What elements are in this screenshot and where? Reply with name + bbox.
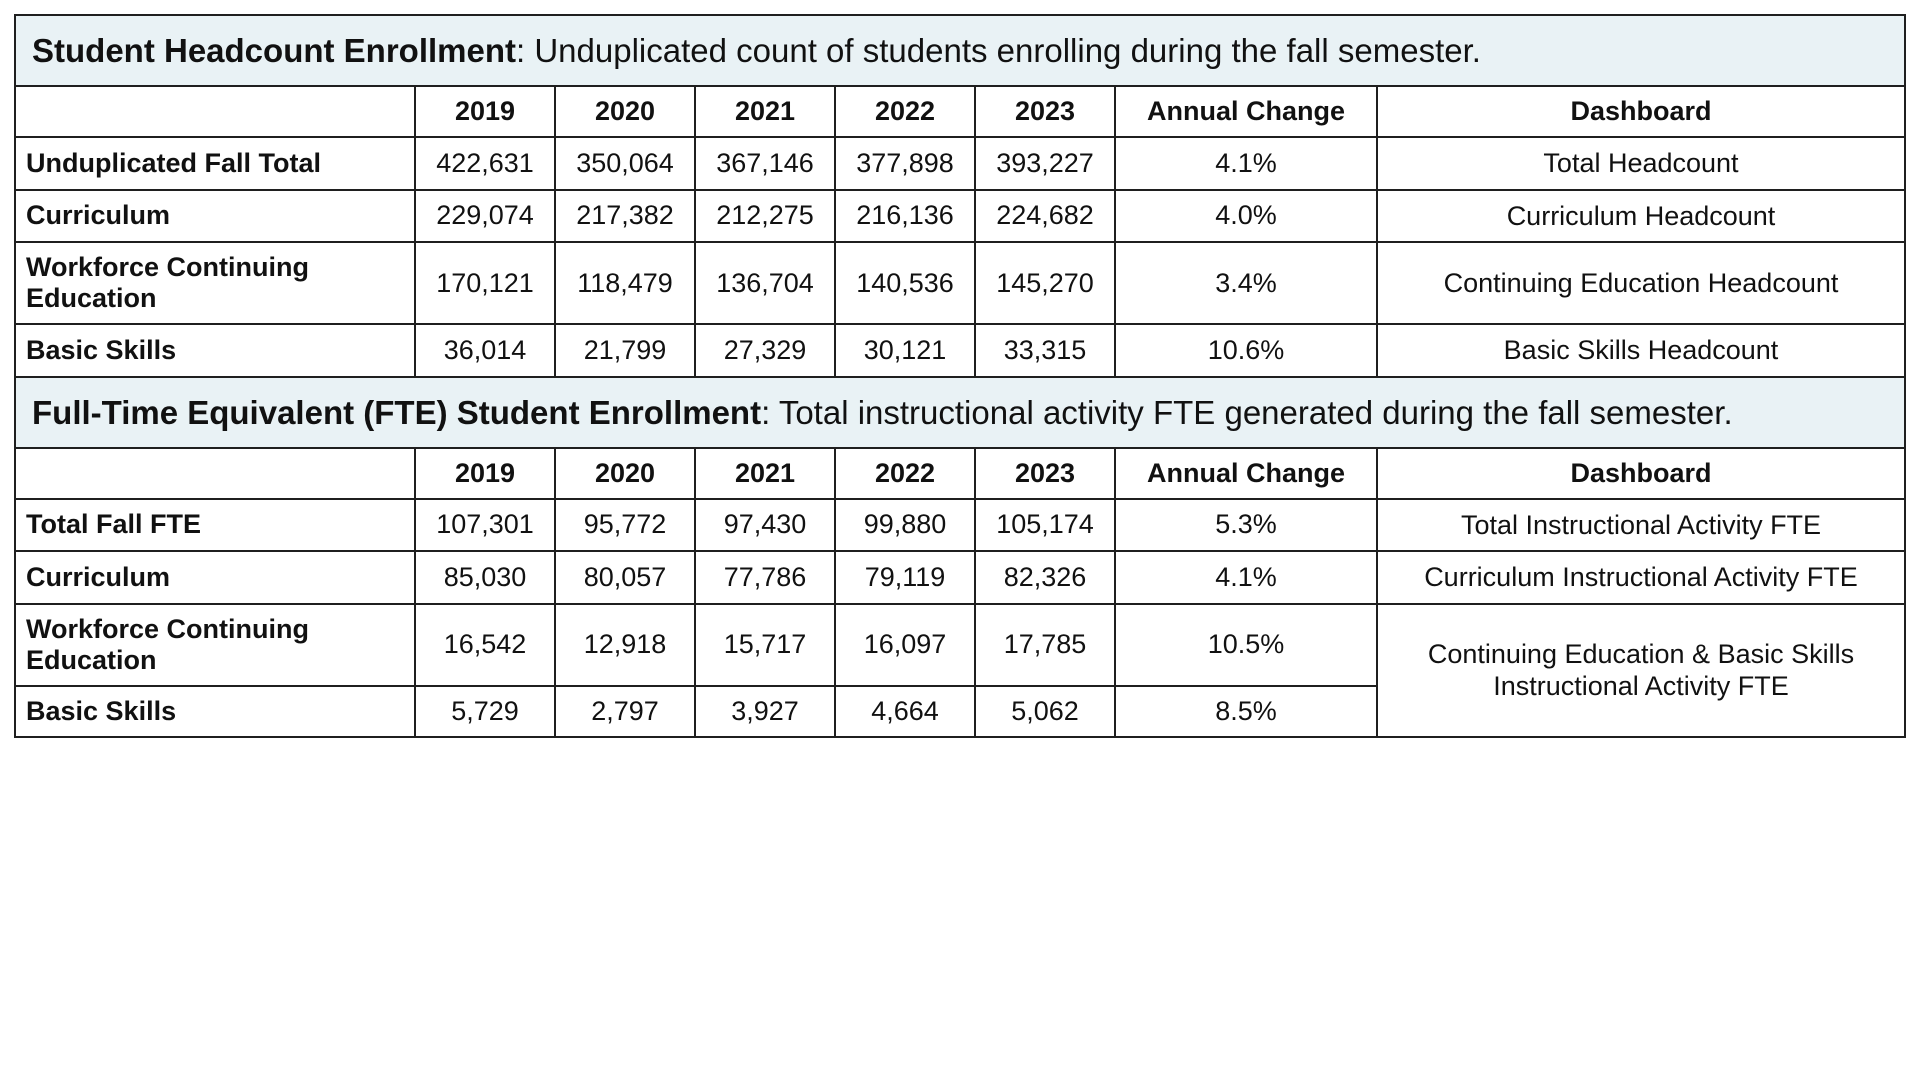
fte-table: [14, 376, 1906, 738]
value-cell: 367,146: [695, 137, 835, 189]
dashboard-header: Dashboard: [1377, 86, 1905, 137]
annual-change-cell: 4.0%: [1115, 190, 1377, 242]
dashboard-cell: Total Instructional Activity FTE: [1377, 499, 1905, 551]
section-title-description: : Unduplicated count of students enrolling during the fall semester.: [516, 32, 1481, 69]
dashboard-header: Dashboard: [1377, 448, 1905, 499]
value-cell: 105,174: [975, 499, 1115, 551]
value-cell: 21,799: [555, 324, 695, 376]
value-cell: 99,880: [835, 499, 975, 551]
year-header-2023: 2023: [975, 448, 1115, 499]
table-row: [15, 324, 1905, 376]
value-cell: 393,227: [975, 137, 1115, 189]
value-cell: 118,479: [555, 242, 695, 324]
table-row: [15, 551, 1905, 603]
value-cell: 377,898: [835, 137, 975, 189]
value-cell: 2,797: [555, 686, 695, 737]
value-cell: 5,729: [415, 686, 555, 737]
fte-section-title-row: [15, 377, 1905, 448]
annual-change-header: Annual Change: [1115, 86, 1377, 137]
dashboard-cell: Basic Skills Headcount: [1377, 324, 1905, 376]
section-title-description: : Total instructional activity FTE generated during the fall semester.: [761, 393, 1733, 431]
row-label: Curriculum: [15, 190, 415, 242]
annual-change-cell: 3.4%: [1115, 242, 1377, 324]
headcount-header-row: [15, 86, 1905, 137]
value-cell: 212,275: [695, 190, 835, 242]
table-row: [15, 604, 1905, 686]
annual-change-cell: 10.6%: [1115, 324, 1377, 376]
annual-change-cell: 4.1%: [1115, 551, 1377, 603]
value-cell: 3,927: [695, 686, 835, 737]
annual-change-cell: 10.5%: [1115, 604, 1377, 686]
value-cell: 82,326: [975, 551, 1115, 603]
row-label: Curriculum: [15, 551, 415, 603]
value-cell: 216,136: [835, 190, 975, 242]
value-cell: 4,664: [835, 686, 975, 737]
table-row: [15, 242, 1905, 324]
section-title-bold: Full-Time Equivalent (FTE) Student Enrollment: [32, 393, 762, 431]
value-cell: 80,057: [555, 551, 695, 603]
annual-change-cell: 4.1%: [1115, 137, 1377, 189]
year-header-2020: 2020: [555, 448, 695, 499]
value-cell: 12,918: [555, 604, 695, 686]
headcount-table: [14, 14, 1906, 378]
section-title-bold: Student Headcount Enrollment: [32, 32, 517, 69]
row-label: Workforce Continuing Education: [15, 604, 415, 686]
year-header-2019: 2019: [415, 448, 555, 499]
value-cell: 30,121: [835, 324, 975, 376]
dashboard-cell: Total Headcount: [1377, 137, 1905, 189]
fte-section-title: [15, 377, 1905, 448]
value-cell: 95,772: [555, 499, 695, 551]
value-cell: 170,121: [415, 242, 555, 324]
headcount-section-title-row: [15, 15, 1905, 86]
row-label: Total Fall FTE: [15, 499, 415, 551]
dashboard-cell: Continuing Education Headcount: [1377, 242, 1905, 324]
year-header-2022: 2022: [835, 86, 975, 137]
annual-change-header: Annual Change: [1115, 448, 1377, 499]
year-header-2020: 2020: [555, 86, 695, 137]
annual-change-cell: 8.5%: [1115, 686, 1377, 737]
value-cell: 16,097: [835, 604, 975, 686]
blank-header-cell: [15, 448, 415, 499]
value-cell: 5,062: [975, 686, 1115, 737]
row-label: Unduplicated Fall Total: [15, 137, 415, 189]
year-header-2023: 2023: [975, 86, 1115, 137]
table-row: [15, 499, 1905, 551]
value-cell: 140,536: [835, 242, 975, 324]
value-cell: 16,542: [415, 604, 555, 686]
value-cell: 15,717: [695, 604, 835, 686]
headcount-section-title: [15, 15, 1905, 86]
row-label: Basic Skills: [15, 324, 415, 376]
report-sheet: [14, 14, 1906, 738]
value-cell: 350,064: [555, 137, 695, 189]
fte-header-row: [15, 448, 1905, 499]
dashboard-cell: Curriculum Headcount: [1377, 190, 1905, 242]
blank-header-cell: [15, 86, 415, 137]
value-cell: 217,382: [555, 190, 695, 242]
value-cell: 85,030: [415, 551, 555, 603]
dashboard-cell-merged: Continuing Education & Basic Skills Instructional Activity FTE: [1377, 604, 1905, 737]
dashboard-cell: Curriculum Instructional Activity FTE: [1377, 551, 1905, 603]
row-label: Workforce Continuing Education: [15, 242, 415, 324]
value-cell: 136,704: [695, 242, 835, 324]
value-cell: 97,430: [695, 499, 835, 551]
value-cell: 17,785: [975, 604, 1115, 686]
year-header-2022: 2022: [835, 448, 975, 499]
value-cell: 33,315: [975, 324, 1115, 376]
table-row: [15, 190, 1905, 242]
value-cell: 27,329: [695, 324, 835, 376]
value-cell: 107,301: [415, 499, 555, 551]
year-header-2019: 2019: [415, 86, 555, 137]
table-row: [15, 137, 1905, 189]
value-cell: 145,270: [975, 242, 1115, 324]
year-header-2021: 2021: [695, 448, 835, 499]
value-cell: 36,014: [415, 324, 555, 376]
value-cell: 224,682: [975, 190, 1115, 242]
value-cell: 77,786: [695, 551, 835, 603]
row-label: Basic Skills: [15, 686, 415, 737]
value-cell: 229,074: [415, 190, 555, 242]
year-header-2021: 2021: [695, 86, 835, 137]
value-cell: 79,119: [835, 551, 975, 603]
value-cell: 422,631: [415, 137, 555, 189]
annual-change-cell: 5.3%: [1115, 499, 1377, 551]
